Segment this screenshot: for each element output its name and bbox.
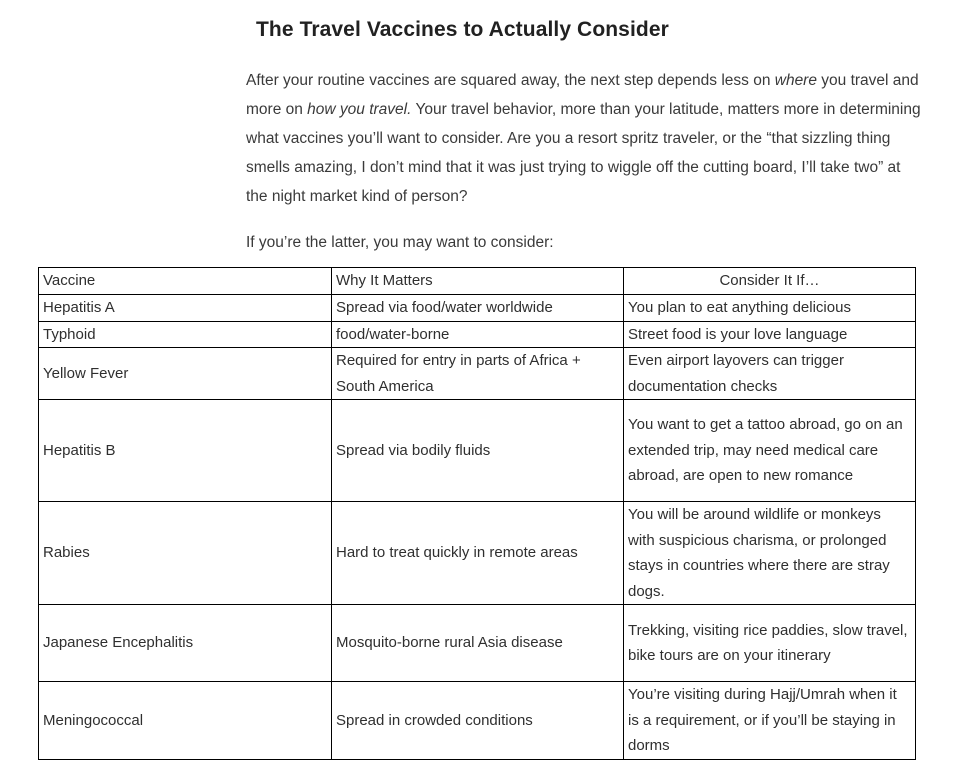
table-row bbox=[39, 605, 916, 682]
text-segment: Your travel behavior, more than your latitude, matters more in determining what vaccines you’ll want to consider. Are you a resort spritz traveler, or the “that sizzling thing smells amazing, I don’t mind that it was just trying to wiggle off the cutting board, I’ll take two” at the night market kind of person? bbox=[246, 101, 921, 205]
why-cell: Spread in crowded conditions bbox=[332, 682, 624, 760]
vaccine-cell: Hepatitis B bbox=[39, 400, 332, 502]
vaccine-table bbox=[38, 267, 916, 760]
table-header-row bbox=[39, 268, 916, 295]
vaccine-cell: Typhoid bbox=[39, 321, 332, 348]
italic-text-segment: where bbox=[774, 72, 817, 89]
column-header-vaccine: Vaccine bbox=[39, 268, 332, 295]
why-cell: food/water-borne bbox=[332, 321, 624, 348]
vaccine-cell: Hepatitis A bbox=[39, 295, 332, 322]
column-header-consider: Consider It If… bbox=[624, 268, 916, 295]
consider-cell: You’re visiting during Hajj/Umrah when it is a requirement, or if you’ll be staying in dorms bbox=[624, 682, 916, 760]
why-cell: Mosquito-borne rural Asia disease bbox=[332, 605, 624, 682]
intro-paragraph bbox=[246, 66, 924, 211]
text-segment: After your routine vaccines are squared away, the next step depends less on bbox=[246, 72, 775, 89]
table-row bbox=[39, 348, 916, 400]
table-row bbox=[39, 400, 916, 502]
why-cell: Spread via food/water worldwide bbox=[332, 295, 624, 322]
vaccine-cell: Japanese Encephalitis bbox=[39, 605, 332, 682]
why-cell: Required for entry in parts of Africa + South America bbox=[332, 348, 624, 400]
consider-cell: Trekking, visiting rice paddies, slow travel, bike tours are on your itinerary bbox=[624, 605, 916, 682]
consider-cell: Street food is your love language bbox=[624, 321, 916, 348]
vaccine-cell: Yellow Fever bbox=[39, 348, 332, 400]
vaccine-cell: Rabies bbox=[39, 502, 332, 605]
italic-text-segment: how you travel. bbox=[307, 101, 412, 118]
table-row bbox=[39, 295, 916, 322]
lead-in-paragraph: If you’re the latter, you may want to consider: bbox=[246, 234, 554, 251]
why-cell: Spread via bodily fluids bbox=[332, 400, 624, 502]
vaccine-cell: Meningococcal bbox=[39, 682, 332, 760]
page-title: The Travel Vaccines to Actually Consider bbox=[256, 18, 669, 41]
table-row bbox=[39, 502, 916, 605]
consider-cell: You want to get a tattoo abroad, go on an extended trip, may need medical care abroad, are open to new romance bbox=[624, 400, 916, 502]
consider-cell: You plan to eat anything delicious bbox=[624, 295, 916, 322]
why-cell: Hard to treat quickly in remote areas bbox=[332, 502, 624, 605]
table-row bbox=[39, 321, 916, 348]
text-segment: you travel and more on bbox=[246, 72, 919, 118]
column-header-why: Why It Matters bbox=[332, 268, 624, 295]
table-row bbox=[39, 682, 916, 760]
consider-cell: Even airport layovers can trigger documentation checks bbox=[624, 348, 916, 400]
consider-cell: You will be around wildlife or monkeys with suspicious charisma, or prolonged stays in countries where there are stray dogs. bbox=[624, 502, 916, 605]
